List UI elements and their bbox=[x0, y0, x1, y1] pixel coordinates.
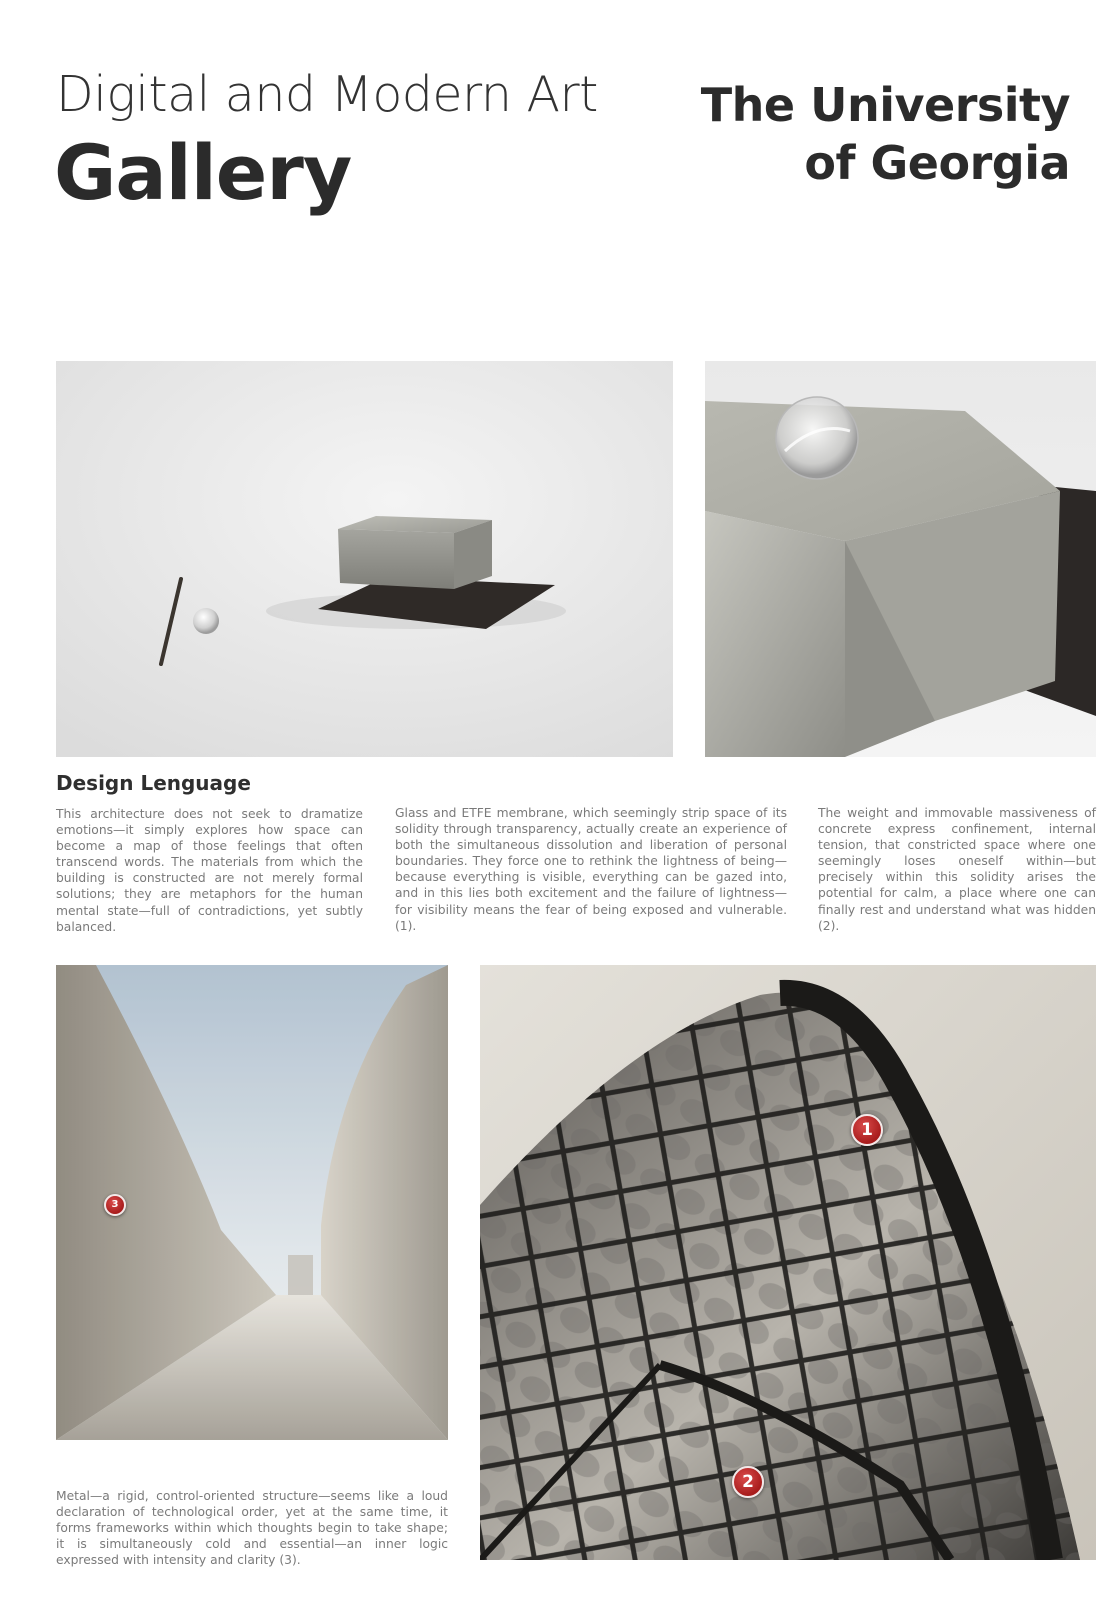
marker-1: 1 bbox=[851, 1114, 883, 1146]
section-heading: Design Lenguage bbox=[56, 771, 251, 795]
university-name-line-1: The University bbox=[700, 78, 1070, 132]
photo-concrete-closeup bbox=[705, 361, 1096, 757]
photo-concrete-still-life bbox=[56, 361, 673, 757]
university-name bbox=[701, 76, 1070, 192]
paragraph-architecture: This architecture does not seek to dramatize emotions—it simply explores how space can become a map of those feelings that often transcend words. The materials from which the building is constructed are not merely formal solutions; they are metaphors for the human mental state—full of contradictions, yet subtly balanced. bbox=[56, 807, 363, 934]
gallery-title: Gallery bbox=[54, 128, 352, 217]
marker-2: 2 bbox=[732, 1466, 764, 1498]
paragraph-metal: Metal—a rigid, control-oriented structure—seems like a loud declaration of technological order, yet at the same time, it forms frameworks within which thoughts begin to take shape; it is simultaneously cold and essential—an inner logic expressed with intensity and clarity (3). bbox=[56, 1489, 448, 1568]
photo-concrete-corridor bbox=[56, 965, 448, 1440]
paragraph-concrete: The weight and immovable massiveness of concrete express confinement, internal tension, that constricted space where one seemingly loses oneself within—but precisely within this solidity arises the potential for calm, a place where one can finally rest and understand what was hidden (2). bbox=[818, 806, 1096, 933]
marker-3: 3 bbox=[104, 1194, 126, 1216]
university-name-line-2: of Georgia bbox=[804, 136, 1070, 190]
gallery-subtitle: Digital and Modern Art bbox=[56, 66, 598, 123]
photo-etfe-structure bbox=[480, 965, 1096, 1560]
paragraph-glass-etfe: Glass and ETFE membrane, which seemingly strip space of its solidity through transparency, actually create an experience of both the simultaneous dissolution and liberation of personal boundaries. They force one to rethink the lightness of being—because everything is visible, everything can be gazed into, and in this lies both excitement and the failure of lightness—for visibility means the fear of being exposed and vulnerable. (1). bbox=[395, 806, 787, 933]
